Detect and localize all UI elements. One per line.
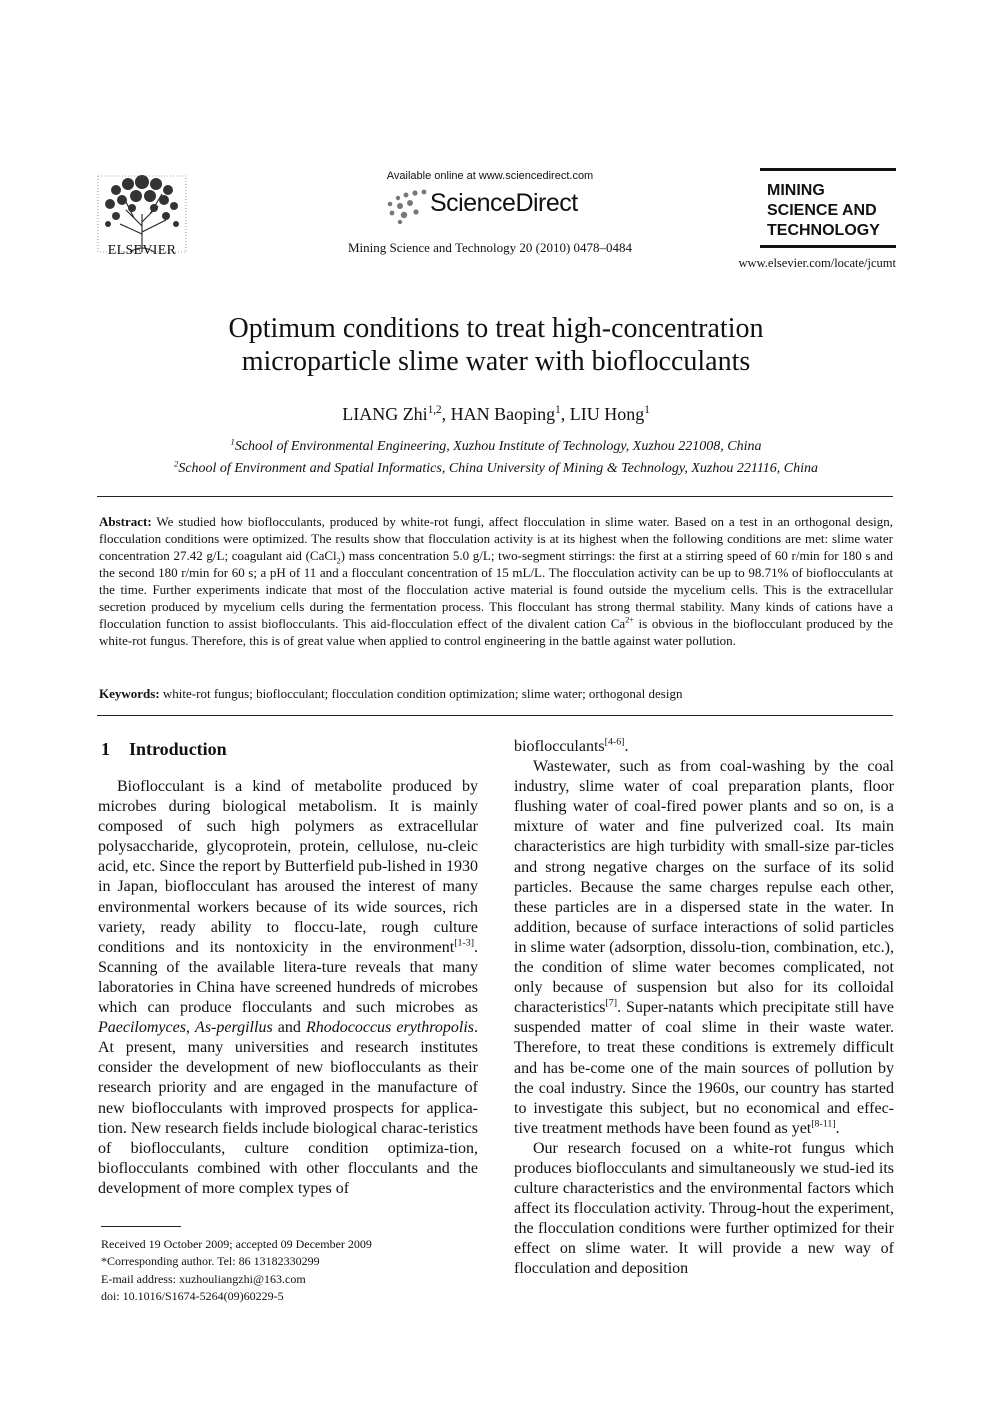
paragraph-text: . Scanning of the available litera-ture reveals that many laboratories in China have screened hundreds of microbes which can produce flocculants and such microbes as [98,938,478,1017]
affiliation [110,436,882,455]
article-title [110,312,882,378]
footnote-doi[interactable]: doi: 10.1016/S1674-5264(09)60229-5 [101,1288,284,1303]
paragraph [514,757,894,1139]
author-separator: , [560,404,570,424]
author-affiliation-mark: 1 [644,404,650,416]
paragraph-text: Bioflocculant is a kind of metabolite produced by microbes during biological metabolism. It is mainly composed of such high polymers as extracellular polysaccharide, glycoprotein, protein, cellulose, nu-cleic acid, etc. Since the report by Butterfield pub-lished in 1930 in Japan, bioflocculant has aroused the interest of many environmental workers because of its wide sources, rich variety, ready ability to floccu-late, rough culture conditions and its nontoxicity in the environment [98,778,478,956]
journal-title-line: SCIENCE AND [767,202,877,219]
body-column-left [98,777,478,1199]
author-affiliation-mark: 1,2 [427,404,442,416]
journal-title-box [760,168,896,248]
section-title: Introduction [129,739,227,759]
paragraph-text: bioflocculants [514,738,605,755]
footnote-received: Received 19 October 2009; accepted 09 December 2009 [101,1237,372,1251]
abstract-label: Abstract: [99,514,152,529]
footnote-email[interactable]: E-mail address: xuzhouliangzhi@163.com [101,1271,306,1286]
affiliation-number: 2 [173,458,179,469]
affiliation-text: School of Environmental Engineering, Xuzhou Institute of Technology, Xuzhou 221008, China [234,439,762,454]
body-column-right [514,737,894,1280]
species-name: Paecilomyces [98,1019,186,1037]
citation[interactable]: [1-3] [454,937,474,949]
affiliation-number: 1 [230,436,235,447]
paragraph [98,777,478,1199]
section-number: 1 [101,739,110,759]
journal-title-line: MINING [767,182,825,199]
journal-citation: Mining Science and Technology 20 (2010) 0478–0484 [347,240,633,255]
species-name: As-pergillus [195,1019,273,1037]
keywords-label: Keywords: [99,686,160,701]
footnote-rule [101,1226,181,1227]
paragraph-text: . [624,738,629,755]
author-name: HAN Baoping [450,404,556,424]
paragraph-text: Our research focused on a white-rot fungus which produces bioflocculants and simultaneously we stud-ied its culture characteristics and the environmental factors which affect its flocculation activity. Throug-hout the experiment, the flocculation conditions were further optimized for their effect on slime water. It will provide a new way of flocculation and deposition [514,1139,894,1278]
abstract-bottom-rule [97,715,893,716]
abstract-top-rule [97,496,893,497]
title-line: Optimum conditions to treat high-concentration [228,313,764,344]
abstract-text: is obvious in the bioflocculant produced by the white-rot fungus. Therefore, this is of great value when applied to control engineering in the battle against water pollution. [99,616,893,648]
citation[interactable]: [7] [605,997,618,1009]
paragraph-text: . [835,1119,840,1137]
journal-url-link[interactable]: www.elsevier.com/locate/jcumt [738,256,896,270]
footnote-corresponding: *Corresponding author. Tel: 86 13182330299 [101,1254,320,1269]
footnotes [101,1236,481,1305]
abstract-text: We studied how bioflocculants, produced by white-rot fungi, affect flocculation in slime water. Based on a test in an orthogonal design, flocculation conditions were optimized. The results show that flocculation activity is at its highest when the following conditions are met: slime water concentration 27.42 g/L; coagulant aid (CaCl [99,514,893,563]
keywords-text: white-rot fungus; bioflocculant; flocculation condition optimization; slime water; orthogonal design [159,686,683,701]
paragraph [514,1139,894,1280]
section-heading [101,739,227,760]
keywords [99,685,893,702]
title-line: microparticle slime water with bioflocculants [241,346,751,377]
paragraph-text: Wastewater, such as from coal-washing by the coal industry, slime water of coal preparation plants, floor flushing water of coal-fired power plants and so on, is a mixture of water and fine pulverized coal. Its main characteristics are high turbidity with small-size par-ticles and strong negative charges on the surface of its solid particles. Because the same charges repulse each other, these particles are in a dispersed state in the water. In addition, because of surface interactions of solid particles in slime water (adsorption, dissolu-tion, combination, etc.), the condition of slime water becomes complicated, not only because of suspension but also for its colloidal characteristics [514,758,894,1017]
abstract-text: ) mass concentration 5.0 g/L; two-segment stirrings: the first at a stirring speed of 60 r/min for 180 s and the second 180 r/min for 60 s; a pH of 11 and a flocculant concentration of 15 mL/L. The flocculation activity can be up to 98.71% of bioflocculants at the time. Further experiments indicate that most of the flocculation active material is found outside the mycelium cells. This is the extracellular secretion produced by mycelium cells during the fermentation process. This flocculant has strong thermal stability. Many kinds of cations have a flocculation function to assist bioflocculants. This aid-flocculation effect of the divalent cation Ca [99,548,893,631]
abstract-superscript: 2+ [625,615,634,625]
abstract [99,513,893,649]
citation[interactable]: [8-11] [811,1118,836,1130]
paragraph-text: . Super-natants which precipitate still have suspended matter of coal slime in their waste water. Therefore, to treat these conditions is extremely difficult and has be-come one of the main sources of pollution by the coal industry. Since the 1960s, our country has started to investigate this subject, but no economical and effec-tive treatment methods have been found as yet [514,999,894,1137]
affiliation-text: School of Environment and Spatial Informatics, China University of Mining & Technology, Xuzhou 221116, China [178,461,819,476]
paragraph-text: and [272,1019,306,1037]
paragraph-text: , [185,1019,196,1037]
paragraph [514,737,894,757]
author-list [110,404,882,425]
affiliation [110,458,882,477]
publisher-name: ELSEVIER [107,243,177,258]
sciencedirect-wordmark: ScienceDirect [430,189,578,217]
author-name: LIU Hong [569,404,645,424]
journal-title-line: TECHNOLOGY [767,222,880,239]
citation[interactable]: [4-6] [604,736,625,748]
available-online-text: Available online at www.sciencedirect.com [386,170,594,182]
abstract-subscript: 2 [336,556,341,566]
author-name: LIANG Zhi [342,404,428,424]
author-affiliation-mark: 1 [555,404,561,416]
author-separator: , [441,404,451,424]
paragraph-text: . At present, many universities and research institutes consider the development of new bioflocculants as their research priority and are engaged in the manufacture of new bioflocculants with improved prospects for applica-tion. New research fields include biological charac-teristics of bioflocculants, culture condition optimiza-tion, bioflocculants combined with other flocculants and the development of more complex types of [98,1019,478,1197]
species-name: Rhodococcus erythropolis [305,1019,474,1037]
